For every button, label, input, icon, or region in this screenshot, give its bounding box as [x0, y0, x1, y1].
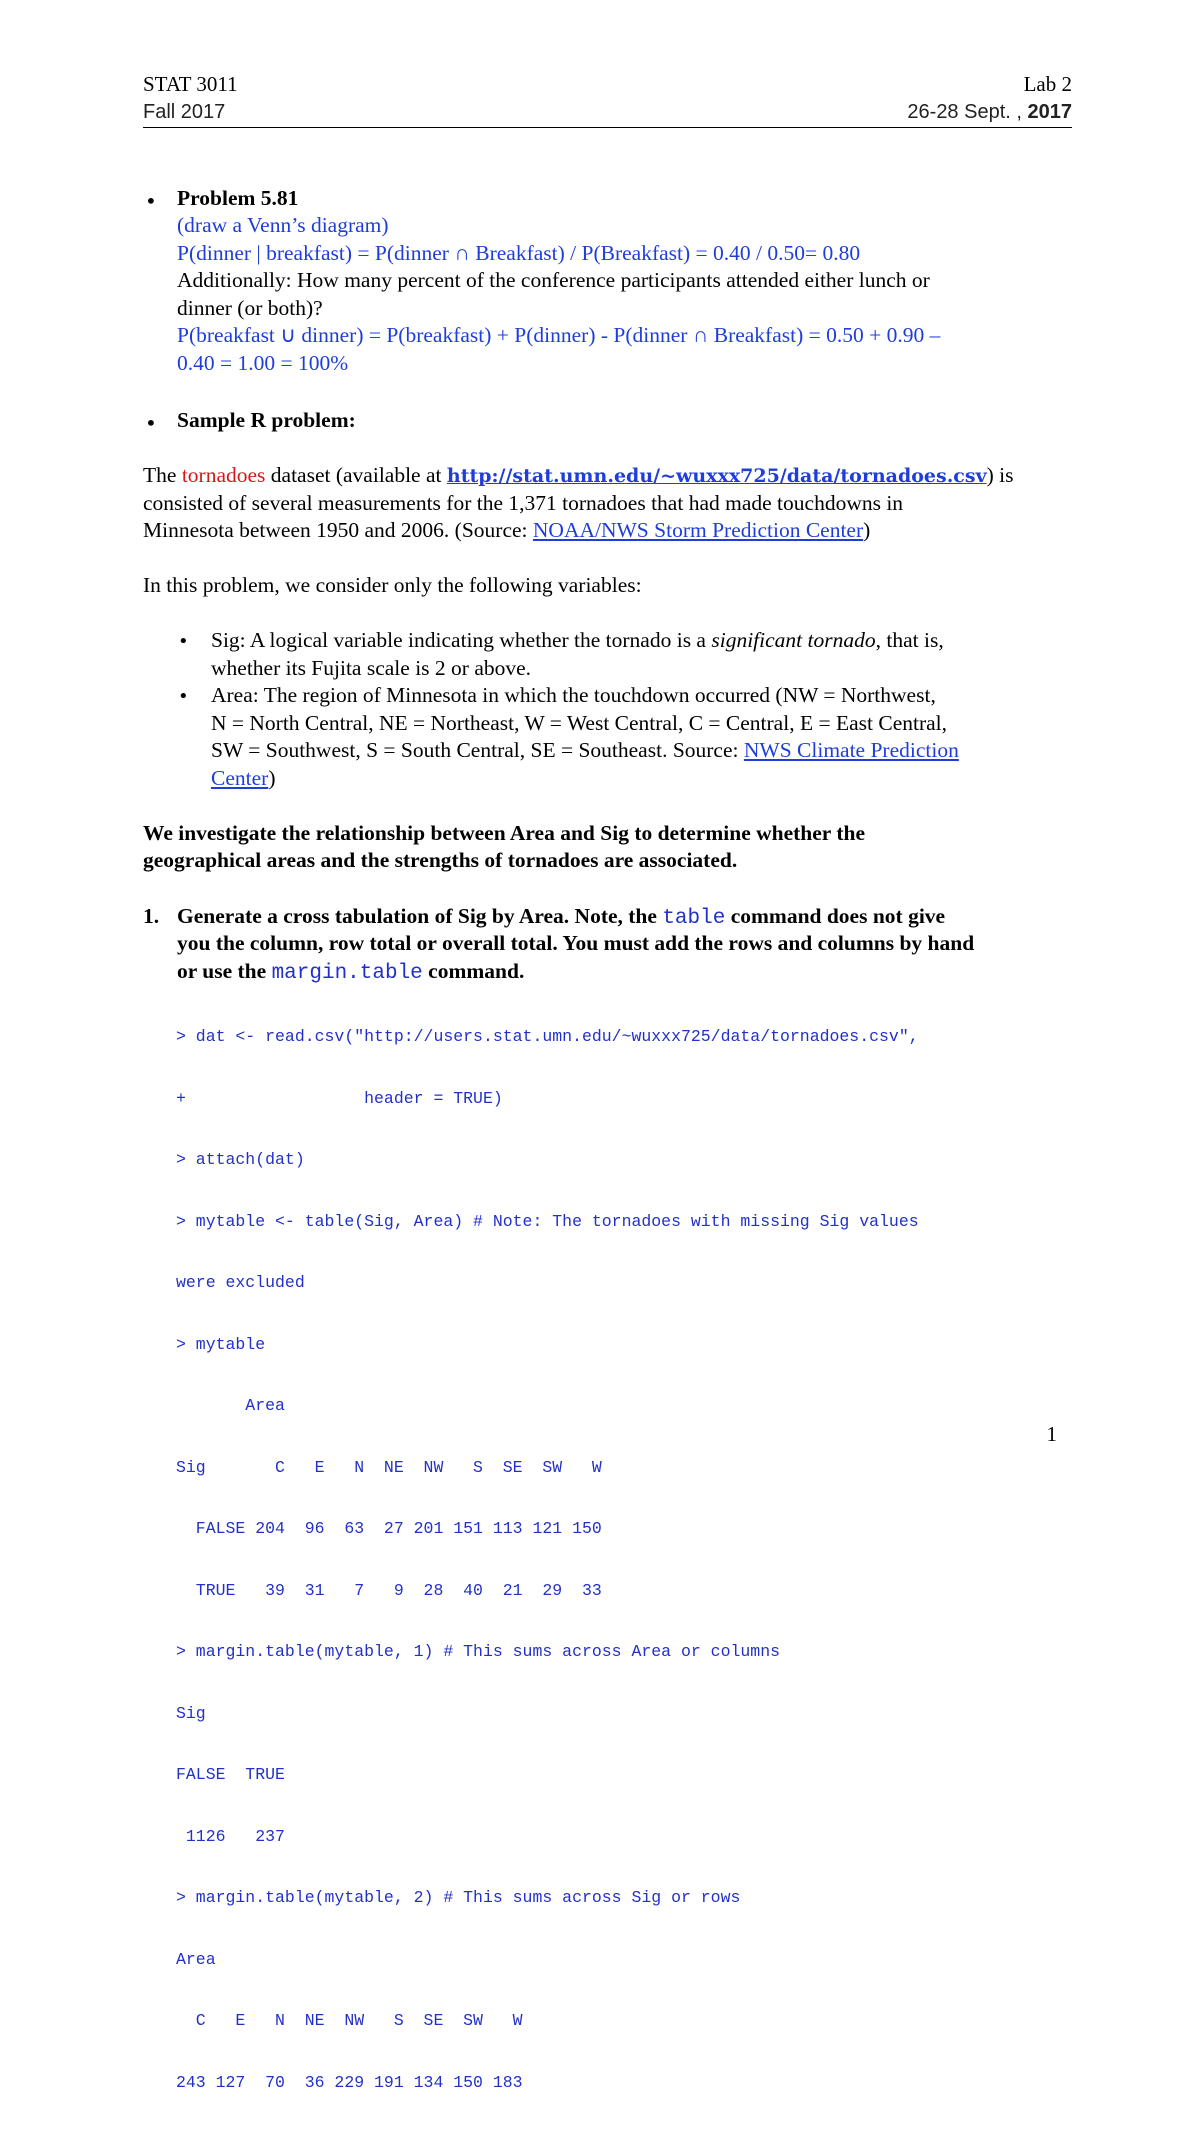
dataset-name: tornadoes	[181, 463, 266, 487]
question-number: 1.	[143, 904, 160, 928]
code-line: > margin.table(mytable, 1) # This sums across Area or columns	[176, 1642, 780, 1661]
dataset-intro-line3: Minnesota between 1950 and 2006. (Source: NOAA/NWS Storm Prediction Center)	[143, 518, 871, 542]
code-line: 1126 237	[176, 1826, 285, 1846]
dataset-intro-line2: consisted of several measurements for the 1,371 tornadoes that had made touchdowns in	[143, 491, 904, 515]
venn-note: (draw a Venn’s diagram)	[177, 213, 389, 237]
additional-question-line1: Additionally: How many percent of the conference participants attended either lunch or	[177, 268, 930, 292]
code-line: + header = TRUE)	[176, 1088, 503, 1108]
r-code-block	[176, 986, 919, 2134]
question1-line3: or use the margin.table command.	[177, 959, 525, 985]
bullet-icon: •	[145, 189, 157, 213]
code-line: were excluded	[176, 1273, 305, 1292]
page-header-bottom	[143, 101, 1072, 128]
union-probability-line1: P(breakfast ∪ dinner) = P(breakfast) + P(dinner) - P(dinner ∩ Breakfast) = 0.50 + 0.90 –	[177, 323, 941, 347]
variables-intro: In this problem, we consider only the following variables:	[143, 573, 642, 597]
code-line: > margin.table(mytable, 2) # This sums across Sig or rows	[176, 1888, 741, 1907]
nws-climate-link-continued[interactable]: Center	[211, 766, 269, 790]
term: Fall 2017	[143, 101, 226, 123]
sig-description-line2: whether its Fujita scale is 2 or above.	[211, 656, 532, 680]
inline-code-table: table	[662, 907, 726, 930]
code-line: Area	[176, 1396, 285, 1415]
page-header-top	[143, 72, 1072, 100]
code-line: FALSE TRUE	[176, 1765, 285, 1784]
bullet-icon: •	[178, 686, 189, 707]
union-probability-line2: 0.40 = 1.00 = 100%	[177, 351, 349, 375]
nws-climate-link[interactable]: NWS Climate Prediction	[743, 738, 959, 762]
code-line: 243 127 70 36 229 191 134 150 183	[176, 2072, 523, 2092]
question1-line2: you the column, row total or overall total. You must add the rows and columns by hand	[177, 931, 975, 955]
code-line: Area	[176, 1949, 216, 1969]
code-line: C E N NE NW S SE SW W	[176, 2011, 523, 2030]
inline-code-margin-table: margin.table	[271, 962, 423, 985]
question1-line1: Generate a cross tabulation of Sig by Area. Note, the table command does not give	[177, 904, 946, 930]
lab-number: Lab 2	[1023, 72, 1072, 96]
code-line: TRUE 39 31 7 9 28 40 21 29 33	[176, 1580, 602, 1600]
page-number: 1	[1046, 1422, 1057, 1446]
area-description-line4: Center)	[211, 766, 276, 790]
dataset-url-link[interactable]: http://stat.umn.edu/~wuxxx725/data/tornadoes.csv	[446, 465, 987, 487]
sample-problem-title: Sample R problem:	[177, 408, 356, 432]
code-line: > mytable <- table(Sig, Area) # Note: The tornadoes with missing Sig values	[176, 1211, 919, 1231]
additional-question-line2: dinner (or both)?	[177, 296, 323, 320]
code-line: FALSE 204 96 63 27 201 151 113 121 150	[176, 1519, 602, 1538]
lab-date: 26-28 Sept. , 2017	[907, 101, 1072, 123]
code-line: > dat <- read.csv("http://users.stat.umn.edu/~wuxxx725/data/tornadoes.csv",	[176, 1027, 919, 1046]
dataset-intro-line1: The tornadoes dataset (available at http://stat.umn.edu/~wuxxx725/data/tornadoes.csv) is	[143, 463, 1014, 487]
conditional-probability: P(dinner | breakfast) = P(dinner ∩ Breakfast) / P(Breakfast) = 0.40 / 0.50= 0.80	[177, 241, 861, 265]
investigate-line2: geographical areas and the strengths of tornadoes are associated.	[143, 848, 738, 872]
code-line: Sig	[176, 1703, 206, 1723]
area-description-line3: SW = Southwest, S = South Central, SE = Southeast. Source: NWS Climate Prediction	[211, 738, 959, 762]
investigate-line1: We investigate the relationship between Area and Sig to determine whether the	[143, 821, 865, 845]
area-description-line1: Area: The region of Minnesota in which the touchdown occurred (NW = Northwest,	[211, 683, 936, 707]
bullet-icon: •	[145, 411, 157, 435]
code-line: > attach(dat)	[176, 1150, 305, 1169]
area-description-line2: N = North Central, NE = Northeast, W = West Central, C = Central, E = East Central,	[211, 711, 948, 735]
code-line: Sig C E N NE NW S SE SW W	[176, 1457, 602, 1477]
course-code: STAT 3011	[143, 72, 238, 96]
noaa-source-link[interactable]: NOAA/NWS Storm Prediction Center	[532, 518, 864, 542]
problem-title: Problem 5.81	[177, 186, 299, 210]
code-line: > mytable	[176, 1334, 266, 1354]
sig-description-line1: Sig: A logical variable indicating whether the tornado is a significant tornado, that is,	[211, 628, 944, 652]
bullet-icon: •	[178, 631, 189, 652]
